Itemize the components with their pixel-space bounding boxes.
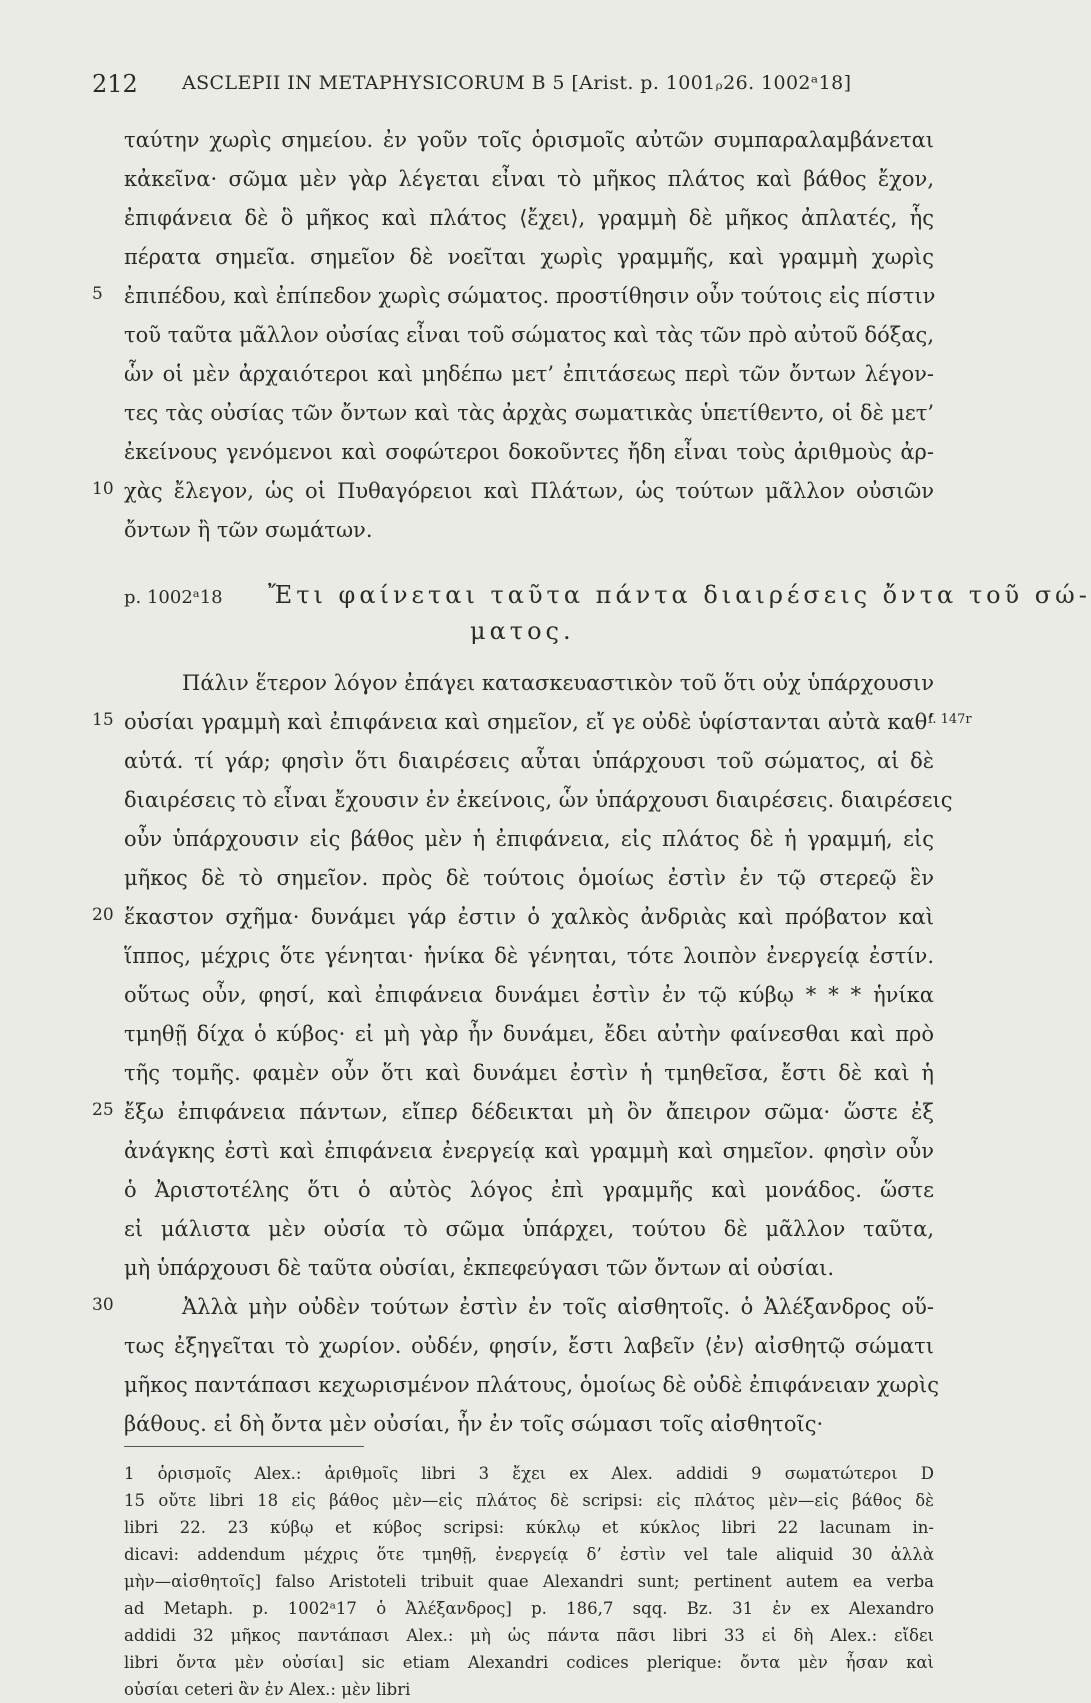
apparatus-line: 1 ὁρισμοῖς Alex.: ἀριθμοῖς libri 3 ἔχει ex Alex. addidi 9 σωματώτεροι D [124, 1464, 934, 1483]
text-line [0, 743, 1000, 782]
line-text: μῆκος παντάπασι κεχωρισμένον πλάτους, ὁμοίως δὲ οὐδὲ ἐπιφάνειαν χωρὶς [124, 1373, 939, 1397]
line-text: ὧν οἱ μὲν ἀρχαιότεροι καὶ μηδέπω μετ’ ἐπιτάσεως περὶ τῶν ὄντων λέγον- [124, 362, 934, 386]
line-text: ὁ Ἀριστοτέλης ὅτι ὁ αὐτὸς λόγος ἐπὶ γραμμῆς καὶ μονάδος. ὥστε [124, 1178, 934, 1202]
line-text: τες τὰς οὐσίας τῶν ὄντων καὶ τὰς ἀρχὰς σωματικὰς ὑπετίθεντο, οἱ δὲ μετ’ [124, 401, 934, 425]
line-text: ταύτην χωρὶς σημείου. ἐν γοῦν τοῖς ὁρισμοῖς αὐτῶν συμπαραλαμβάνεται [124, 128, 934, 152]
line-number: 10 [92, 479, 114, 499]
line-text: τῆς τομῆς. φαμὲν οὖν ὅτι καὶ δυνάμει ἐστὶν ἡ τμηθεῖσα, ἔστι δὲ καὶ ἡ [124, 1061, 934, 1085]
text-line [0, 512, 1000, 551]
line-text: πέρατα σημεῖα. σημεῖον δὲ νοεῖται χωρὶς γραμμῆς, καὶ γραμμὴ χωρὶς [124, 245, 934, 269]
text-line [0, 977, 1000, 1016]
line-text: ἐπιπέδου, καὶ ἐπίπεδον χωρὶς σώματος. προστίθησιν οὖν τούτοις εἰς πίστιν [124, 284, 936, 308]
apparatus-line: μὴν—αἰσθητοῖς] falso Aristoteli tribuit quae Alexandri sunt; pertinent autem ea verba [124, 1572, 934, 1591]
line-text: αὑτά. τί γάρ; φησὶν ὅτι διαιρέσεις αὗται ὑπάρχουσι τοῦ σώματος, αἱ δὲ [124, 749, 934, 773]
page-number: 212 [92, 70, 138, 98]
text-line [0, 434, 1000, 473]
text-line [0, 1172, 1000, 1211]
text-line [0, 782, 1000, 821]
apparatus-criticus [124, 1460, 944, 1703]
text-line [0, 161, 1000, 200]
lemma-text: Ἔτι φαίνεται ταῦτα πάντα διαιρέσεις ὄντα τοῦ σώ- [268, 581, 1091, 609]
line-text: τμηθῇ δίχα ὁ κύβος· εἰ μὴ γὰρ ἦν δυνάμει, ἔδει αὐτὴν φαίνεσθαι καὶ πρὸ [124, 1022, 934, 1046]
line-text: ἔξω ἐπιφάνεια πάντων, εἴπερ δέδεικται μὴ ὂν ἄπειρον σῶμα· ὥστε ἐξ [124, 1100, 934, 1124]
line-text: τοῦ ταῦτα μᾶλλον οὐσίας εἶναι τοῦ σώματος καὶ τὰς τῶν πρὸ αὐτοῦ δόξας, [124, 323, 934, 347]
text-line [0, 122, 1000, 161]
line-text: οὕτως οὖν, φησί, καὶ ἐπιφάνεια δυνάμει ἐστὶν ἐν τῷ κύβῳ * * * ἡνίκα [124, 983, 934, 1007]
text-block-2 [0, 665, 1000, 1445]
line-text: οὖν ὑπάρχουσιν εἰς βάθος μὲν ἡ ἐπιφάνεια, εἰς πλάτος δὲ ἡ γραμμή, εἰς [124, 827, 934, 851]
text-line [0, 1289, 1000, 1328]
line-text: Πάλιν ἕτερον λόγον ἐπάγει κατασκευαστικὸν τοῦ ὅτι οὐχ ὑπάρχουσιν [182, 671, 934, 695]
text-line [0, 1367, 1000, 1406]
line-text: μῆκος δὲ τὸ σημεῖον. πρὸς δὲ τούτοις ὁμοίως ἐστὶν ἐν τῷ στερεῷ ἓν [124, 866, 934, 890]
line-text: ὄντων ἢ τῶν σωμάτων. [124, 518, 373, 542]
footnote-rule [124, 1446, 364, 1447]
line-text: ἐκείνους γενόμενοι καὶ σοφώτεροι δοκοῦντες ἤδη εἶναι τοὺς ἀριθμοὺς ἀρ- [124, 440, 934, 464]
text-line [0, 1211, 1000, 1250]
text-line [0, 821, 1000, 860]
apparatus-line: dicavi: addendum μέχρις ὅτε τμηθῇ, ἐνεργείᾳ δ’ ἐστὶν vel tale aliquid 30 ἀλλὰ [124, 1545, 934, 1564]
line-number: 20 [92, 905, 114, 925]
apparatus-line: libri 22. 23 κύβῳ et κύβος scripsi: κύκλῳ et κύκλος libri 22 lacunam in- [124, 1518, 934, 1537]
line-text: μὴ ὑπάρχουσι δὲ ταῦτα οὐσίαι, ἐκπεφεύγασι τῶν ὄντων αἱ οὐσίαι. [124, 1256, 835, 1280]
line-text: Ἀλλὰ μὴν οὐδὲν τούτων ἐστὶν ἐν τοῖς αἰσθητοῖς. ὁ Ἀλέξανδρος οὕ- [182, 1295, 934, 1319]
lemma-text-continued: ματος. [470, 617, 575, 645]
line-number: 25 [92, 1100, 114, 1120]
text-line [0, 899, 1000, 938]
text-line [0, 1328, 1000, 1367]
folio-marker: f. 147r [928, 712, 972, 727]
line-text: ἐπιφάνεια δὲ ὃ μῆκος καὶ πλάτος ⟨ἔχει⟩, γραμμὴ δὲ μῆκος ἀπλατές, ἧς [124, 206, 934, 230]
running-title: ASCLEPII IN METAPHYSICORUM B 5 [Arist. p. 1001ᵨ26. 1002ᵃ18] [182, 72, 852, 94]
text-line [0, 860, 1000, 899]
line-text: οὐσίαι γραμμὴ καὶ ἐπιφάνεια καὶ σημεῖον, εἴ γε οὐδὲ ὑφίστανται αὐτὰ καθ’ [124, 710, 934, 734]
text-line [0, 395, 1000, 434]
main-text [0, 122, 1091, 1445]
text-line [0, 1133, 1000, 1172]
line-text: τως ἐξηγεῖται τὸ χωρίον. οὐδέν, φησίν, ἔστι λαβεῖν ⟨ἐν⟩ αἰσθητῷ σώματι [124, 1334, 934, 1358]
text-line [0, 938, 1000, 977]
text-line [0, 317, 1000, 356]
text-line [0, 200, 1000, 239]
line-number: 15 [92, 710, 114, 730]
text-line [0, 1094, 1000, 1133]
line-text: ἵππος, μέχρις ὅτε γένηται· ἡνίκα δὲ γένηται, τότε λοιπὸν ἐνεργείᾳ ἐστίν. [124, 944, 934, 968]
page-header [92, 70, 922, 100]
line-text: εἰ μάλιστα μὲν οὐσία τὸ σῶμα ὑπάρχει, τούτου δὲ μᾶλλον ταῦτα, [124, 1217, 934, 1241]
text-line [0, 1055, 1000, 1094]
apparatus-line: libri ὄντα μὲν οὐσίαι] sic etiam Alexandri codices plerique: ὄντα μὲν ἦσαν καὶ [124, 1653, 934, 1672]
line-text: χὰς ἔλεγον, ὡς οἱ Πυθαγόρειοι καὶ Πλάτων, ὡς τούτων μᾶλλον οὐσιῶν [124, 479, 934, 503]
line-text: κἀκεῖνα· σῶμα μὲν γὰρ λέγεται εἶναι τὸ μῆκος πλάτος καὶ βάθος ἔχον, [124, 167, 934, 191]
lemma-reference: p. 1002ᵃ18 [124, 587, 223, 608]
line-text: διαιρέσεις τὸ εἶναι ἔχουσιν ἐν ἐκείνοις, ὧν ὑπάρχουσι διαιρέσεις. διαιρέσεις [124, 788, 953, 812]
line-number: 5 [92, 284, 103, 304]
text-line [0, 278, 1000, 317]
text-line [0, 704, 1000, 743]
text-block-1 [0, 122, 1000, 551]
text-line [0, 1406, 1000, 1445]
line-text: ἕκαστον σχῆμα· δυνάμει γάρ ἐστιν ὁ χαλκὸς ἀνδριὰς καὶ πρόβατον καὶ [124, 905, 934, 929]
lemma-continuation [0, 615, 1000, 665]
text-line [0, 356, 1000, 395]
apparatus-line: 15 οὔτε libri 18 εἰς βάθος μὲν—εἰς πλάτος δὲ scripsi: εἰς πλάτος μὲν—εἰς βάθος δὲ [124, 1491, 934, 1510]
lemma [0, 577, 1091, 615]
line-text: ἀνάγκης ἐστὶ καὶ ἐπιφάνεια ἐνεργείᾳ καὶ γραμμὴ καὶ σημεῖον. φησὶν οὖν [124, 1139, 934, 1163]
line-text: βάθους. εἰ δὴ ὄντα μὲν οὐσίαι, ἦν ἐν τοῖς σώμασι τοῖς αἰσθητοῖς· [124, 1412, 824, 1436]
text-line [0, 1016, 1000, 1055]
text-line [0, 473, 1000, 512]
apparatus-line: οὐσίαι ceteri ἂν ἐν Alex.: μὲν libri [124, 1680, 411, 1699]
apparatus-line: addidi 32 μῆκος παντάπασι Alex.: μὴ ὡς πάντα πᾶσι libri 33 εἰ δὴ Alex.: εἴδει [124, 1626, 934, 1645]
text-line [0, 665, 1000, 704]
line-number: 30 [92, 1295, 114, 1315]
text-line [0, 1250, 1000, 1289]
text-line [0, 239, 1000, 278]
apparatus-line: ad Metaph. p. 1002ᵃ17 ὁ Ἀλέξανδρος] p. 186,7 sqq. Bz. 31 ἐν ex Alexandro [124, 1599, 934, 1618]
